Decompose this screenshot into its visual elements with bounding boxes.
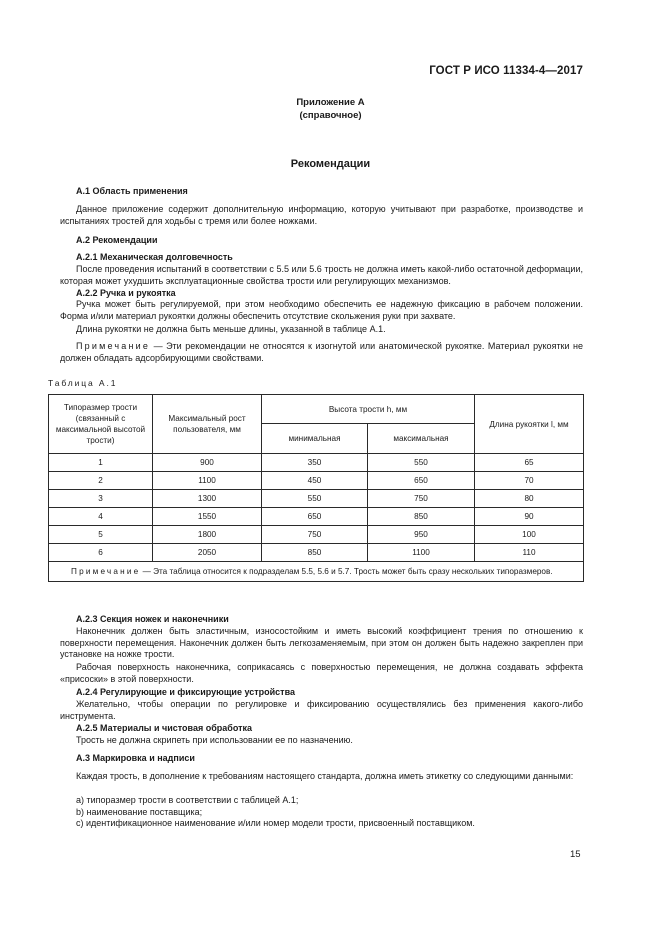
cell-handle: 65 (475, 454, 584, 472)
section-a22-title: А.2.2 Ручка и рукоятка (76, 288, 176, 298)
cell-max-height: 1800 (153, 526, 262, 544)
table-note (49, 562, 584, 582)
cell-min: 450 (262, 472, 368, 490)
section-a21-title: А.2.1 Механическая долговечность (76, 252, 233, 262)
cell-max: 950 (368, 526, 475, 544)
section-a24-title: А.2.4 Регулирующие и фиксирующие устройства (76, 687, 296, 697)
cell-min: 850 (262, 544, 368, 562)
list-item: с) идентификационное наименование и/или номер модели трости, присвоенный поставщиком. (76, 818, 475, 828)
cell-min: 750 (262, 526, 368, 544)
page-heading: Рекомендации (290, 158, 371, 170)
cell-handle: 100 (475, 526, 584, 544)
section-a23-text1: Наконечник должен быть эластичным, износостойким и иметь высокий коэффициент трения по отношению к поверхности перемещения. Наконечник должен быть легкозаменяемым, при этом он должен быть надежно закреплен при установке на ножке трости. (60, 626, 583, 659)
cell-handle: 70 (475, 472, 584, 490)
section-a22-note (60, 341, 583, 364)
note-text: — Эти рекомендации не относятся к изогнутой или анатомической рукоятке. Материал рукоятки не должен обладать адсорбирующими свойствами. (60, 341, 583, 363)
cell-min: 650 (262, 508, 368, 526)
header-cane-height: Высота трости h, мм (262, 395, 475, 424)
table-row (49, 490, 584, 508)
header-max-height: Максимальный рост пользователя, мм (153, 395, 262, 454)
section-a3-text: Каждая трость, в дополнение к требованиям настоящего стандарта, должна иметь этикетку со следующими данными: (76, 771, 574, 781)
cell-max: 650 (368, 472, 475, 490)
cell-size: 5 (49, 526, 153, 544)
cell-max-height: 900 (153, 454, 262, 472)
section-a3-title: А.3 Маркировка и надписи (76, 753, 195, 763)
cell-max-height: 1550 (153, 508, 262, 526)
section-a23-text2: Рабочая поверхность наконечника, соприкасаясь с поверхностью перемещения, не должна создавать эффекта «присоски» в этой поверхности. (60, 662, 583, 684)
header-max: максимальная (368, 424, 475, 454)
section-a2-title: А.2 Рекомендации (76, 235, 158, 245)
cell-min: 350 (262, 454, 368, 472)
table-note-text: — Эта таблица относится к подразделам 5.5, 5.6 и 5.7. Трость может быть сразу нескольких типоразмеров. (140, 567, 553, 576)
section-a21-text: После проведения испытаний в соответствии с 5.5 или 5.6 трость не должна иметь какой-либо остаточной деформации, которая может ухудшить эксплуатационные свойства трости или регулирующих механизмов. (60, 264, 583, 286)
section-a22-text2: Длина рукоятки не должна быть меньше длины, указанной в таблице А.1. (76, 324, 386, 334)
annex-title: Приложение А (296, 97, 365, 108)
cell-handle: 110 (475, 544, 584, 562)
cell-size: 6 (49, 544, 153, 562)
table-row (49, 526, 584, 544)
cell-size: 2 (49, 472, 153, 490)
section-a1-title: А.1 Область применения (76, 186, 188, 196)
section-a1-text: Данное приложение содержит дополнительную информацию, которую учитывают при разработке, производстве и испытаниях тростей для ходьбы с тремя или более ножками. (60, 204, 583, 226)
cell-handle: 80 (475, 490, 584, 508)
cell-max: 750 (368, 490, 475, 508)
table-row (49, 544, 584, 562)
section-a25-text: Трость не должна скрипеть при использовании ее по назначению. (76, 735, 353, 745)
list-item: b) наименование поставщика; (76, 807, 203, 817)
cell-max-height: 2050 (153, 544, 262, 562)
table-caption: Таблица А.1 (48, 378, 118, 388)
section-a25-title: А.2.5 Материалы и чистовая обработка (76, 723, 253, 733)
cell-size: 4 (49, 508, 153, 526)
note-label: Примечание (76, 341, 151, 351)
table-row (49, 472, 584, 490)
cell-max: 1100 (368, 544, 475, 562)
header-size: Типоразмер трости (связанный с максимальной высотой трости) (49, 395, 153, 454)
section-a23-title: А.2.3 Секция ножек и наконечники (76, 614, 229, 624)
cell-max: 850 (368, 508, 475, 526)
cell-min: 550 (262, 490, 368, 508)
cell-max-height: 1300 (153, 490, 262, 508)
table-note-row (49, 562, 584, 582)
table-row (49, 454, 584, 472)
cell-max-height: 1100 (153, 472, 262, 490)
header-handle-length: Длина рукоятки l, мм (475, 395, 584, 454)
section-a24-text: Желательно, чтобы операции по регулировке и фиксированию осуществлялись без применения какого-либо инструмента. (60, 699, 583, 721)
section-a22-text1: Ручка может быть регулируемой, при этом необходимо обеспечить ее надежную фиксацию в рабочем положении. Форма и/или материал рукоятки должны обеспечить отсутствие скольжения руки при захвате. (60, 299, 583, 321)
annex-subtitle: (справочное) (299, 110, 362, 121)
cell-max: 550 (368, 454, 475, 472)
list-item: а) типоразмер трости в соответствии с таблицей А.1; (76, 795, 299, 805)
cell-size: 3 (49, 490, 153, 508)
cell-size: 1 (49, 454, 153, 472)
cell-handle: 90 (475, 508, 584, 526)
page-number: 15 (570, 849, 581, 860)
table-note-label: Примечание (71, 567, 141, 576)
table-a1 (48, 394, 584, 582)
document-code: ГОСТ Р ИСО 11334-4—2017 (429, 65, 583, 77)
header-min: минимальная (262, 424, 368, 454)
table-row (49, 508, 584, 526)
